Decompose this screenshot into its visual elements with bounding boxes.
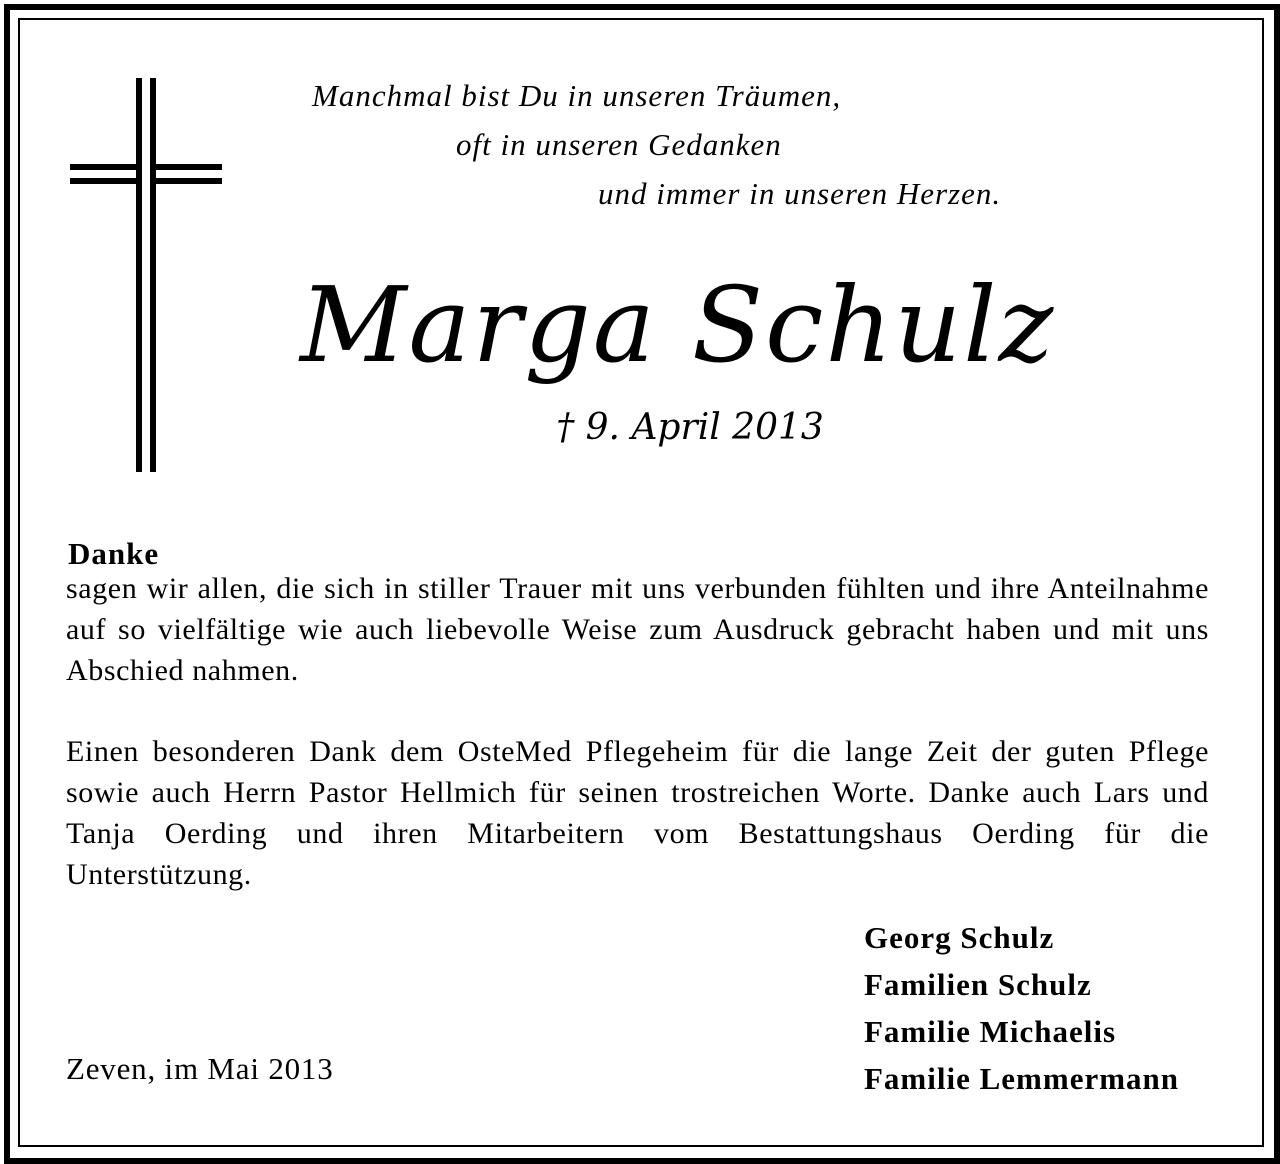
death-date: † 9. April 2013 [556, 407, 824, 448]
place-date: Zeven, im Mai 2013 [66, 1051, 334, 1086]
signer-georg-schulz: Georg Schulz [864, 920, 1055, 955]
cross-icon [70, 78, 222, 472]
thanks-paragraph-1: sagen wir allen, die sich in stiller Trauer mit uns verbunden fühlten und ihre Anteilnahme auf so vielfältige wie auch liebevolle Weise zum Ausdruck gebracht haben und mit uns Abschied nahmen. [66, 572, 1209, 687]
thanks-paragraph-2: Einen besonderen Dank dem OsteMed Pflegeheim für die lange Zeit der guten Pflege sowie auch Herrn Pastor Hellmich für seinen trostreichen Worte. Danke auch Lars und Tanja Oerding und ihren Mitarbeitern vom Bestattungshaus Oerding für die Unterstützung. [66, 735, 1209, 891]
signer-familien-schulz: Familien Schulz [864, 967, 1092, 1002]
verse-line-1: Manchmal bist Du in unseren Träumen, [312, 78, 842, 113]
verse-line-3: und immer in unseren Herzen. [598, 176, 1002, 211]
deceased-name: Marga Schulz [300, 264, 1056, 386]
signers-list [864, 914, 1179, 1102]
signer-familie-michaelis: Familie Michaelis [864, 1014, 1117, 1049]
verse-line-2: oft in unseren Gedanken [456, 127, 782, 162]
thanks-heading: Danke [68, 536, 160, 571]
signer-familie-lemmermann: Familie Lemmermann [864, 1061, 1180, 1096]
